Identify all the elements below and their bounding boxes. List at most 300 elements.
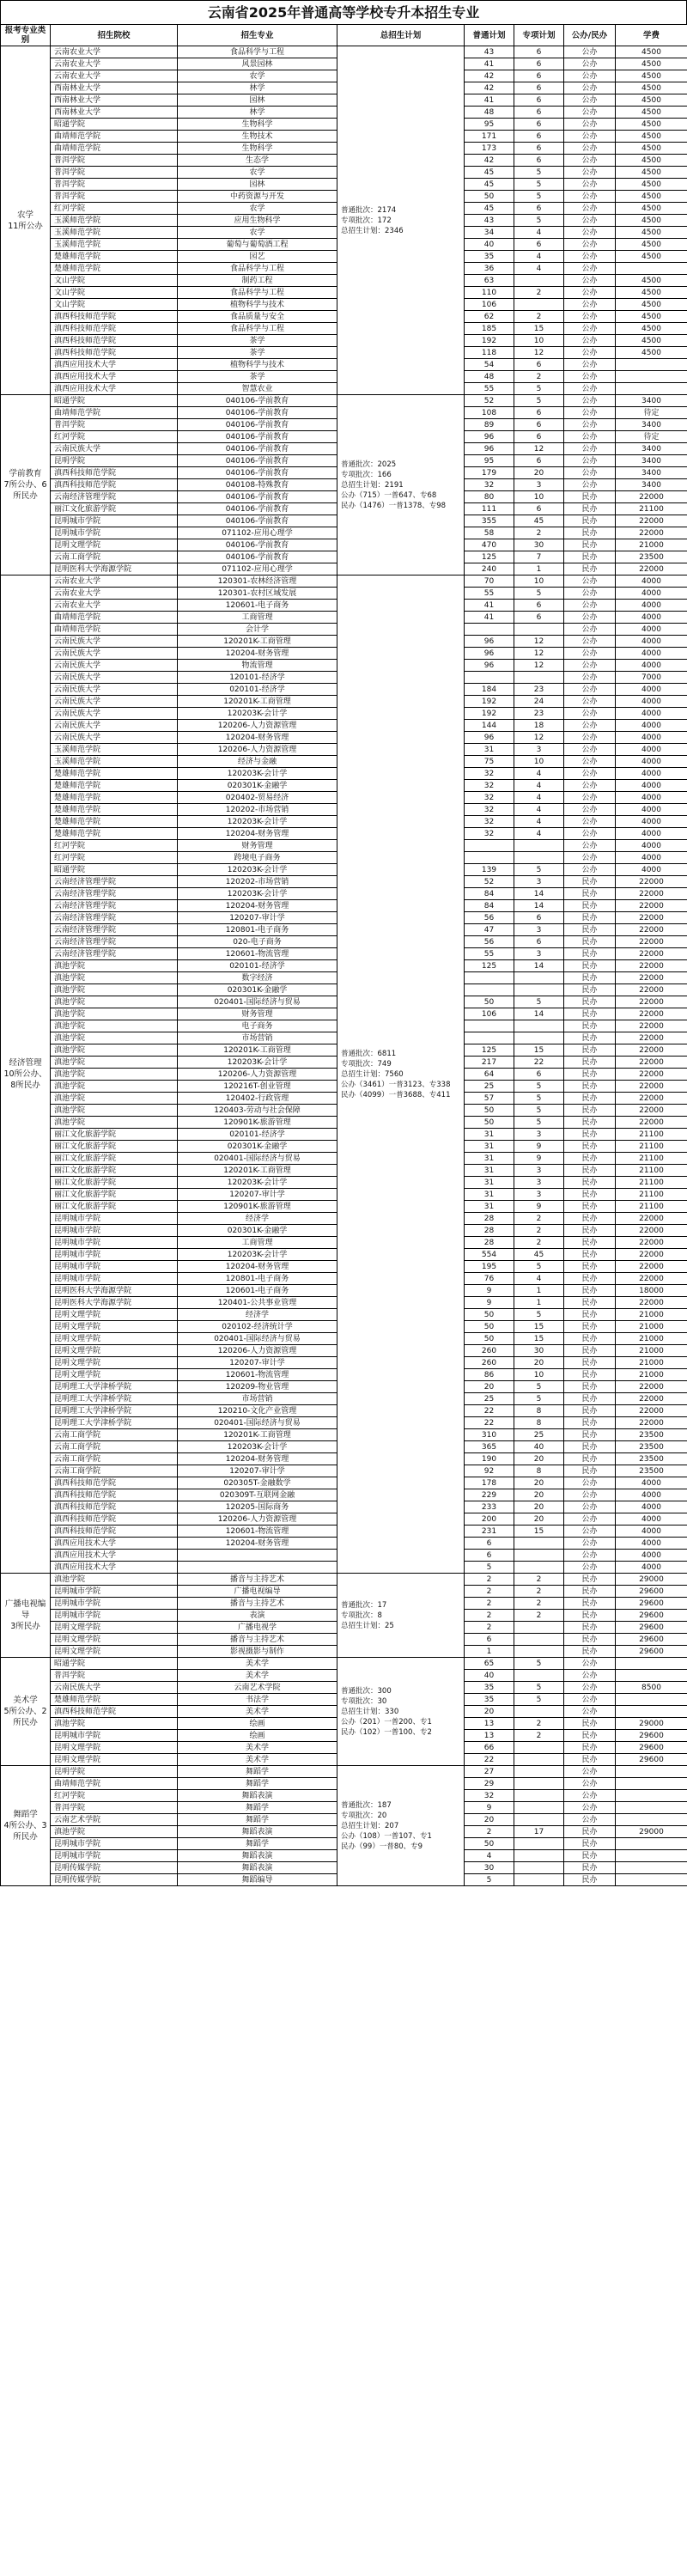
ownership-cell: 公办	[564, 94, 616, 107]
school-cell: 云南经济管理学院	[51, 491, 178, 503]
major-cell: 广播电视学	[178, 1622, 337, 1634]
special-plan-cell: 4	[514, 263, 564, 275]
regular-plan-cell: 260	[465, 1345, 514, 1357]
major-cell: 云南艺术学院	[178, 1682, 337, 1694]
special-plan-cell: 2	[514, 1730, 564, 1742]
school-cell: 滇池学院	[51, 1020, 178, 1032]
school-cell: 滇西科技师范学院	[51, 335, 178, 347]
ownership-cell: 民办	[564, 960, 616, 972]
special-plan-cell: 45	[514, 515, 564, 527]
ownership-cell: 民办	[564, 936, 616, 948]
regular-plan-cell: 31	[465, 1165, 514, 1177]
regular-plan-cell: 32	[465, 479, 514, 491]
major-cell: 播音与主持艺术	[178, 1574, 337, 1586]
major-cell: 120210-文化产业管理	[178, 1405, 337, 1417]
regular-plan-cell: 22	[465, 1417, 514, 1429]
major-cell: 120401-公共事业管理	[178, 1297, 337, 1309]
regular-plan-cell: 35	[465, 251, 514, 263]
ownership-cell: 民办	[564, 1225, 616, 1237]
regular-plan-cell: 31	[465, 1177, 514, 1189]
regular-plan-cell: 6	[465, 1634, 514, 1646]
major-cell: 120204-财务管理	[178, 1261, 337, 1273]
ownership-cell: 民办	[564, 551, 616, 563]
ownership-cell: 公办	[564, 431, 616, 443]
column-header: 报考专业类别	[1, 25, 51, 46]
special-plan-cell: 5	[514, 1261, 564, 1273]
ownership-cell: 民办	[564, 948, 616, 960]
special-plan-cell: 20	[514, 467, 564, 479]
tuition-cell	[616, 1790, 687, 1802]
regular-plan-cell: 48	[465, 371, 514, 383]
regular-plan-cell	[465, 672, 514, 684]
regular-plan-cell: 355	[465, 515, 514, 527]
regular-plan-cell: 57	[465, 1093, 514, 1105]
special-plan-cell: 12	[514, 732, 564, 744]
ownership-cell: 民办	[564, 888, 616, 900]
school-cell: 云南艺术学院	[51, 1814, 178, 1826]
major-cell: 120203K-会计学	[178, 1441, 337, 1453]
school-cell: 楚雄师范学院	[51, 1694, 178, 1706]
ownership-cell: 民办	[564, 1441, 616, 1453]
column-header: 公办/民办	[564, 25, 616, 46]
tuition-cell: 4000	[616, 636, 687, 648]
regular-plan-cell: 31	[465, 1153, 514, 1165]
ownership-cell: 公办	[564, 275, 616, 287]
tuition-cell: 4500	[616, 311, 687, 323]
major-cell: 经济学	[178, 1309, 337, 1321]
major-cell: 经济与金融	[178, 756, 337, 768]
ownership-cell: 民办	[564, 1105, 616, 1117]
tuition-cell: 待定	[616, 407, 687, 419]
school-cell: 滇西科技师范学院	[51, 1489, 178, 1501]
ownership-cell: 民办	[564, 1032, 616, 1044]
tuition-cell	[616, 383, 687, 395]
school-cell: 普洱学院	[51, 419, 178, 431]
table-body	[1, 46, 687, 1886]
regular-plan-cell: 6	[465, 1538, 514, 1550]
school-cell: 滇西科技师范学院	[51, 1513, 178, 1526]
school-cell: 云南民族大学	[51, 696, 178, 708]
school-cell: 曲靖师范学院	[51, 407, 178, 419]
special-plan-cell	[514, 1814, 564, 1826]
ownership-cell: 民办	[564, 1081, 616, 1093]
category-cell: 美术学 5所公办、2所民办	[1, 1658, 51, 1766]
tuition-cell: 29600	[616, 1730, 687, 1742]
school-cell: 楚雄师范学院	[51, 804, 178, 816]
tuition-cell: 21000	[616, 1369, 687, 1381]
special-plan-cell: 5	[514, 864, 564, 876]
special-plan-cell: 5	[514, 1081, 564, 1093]
special-plan-cell: 14	[514, 888, 564, 900]
special-plan-cell: 40	[514, 1441, 564, 1453]
ownership-cell: 公办	[564, 1802, 616, 1814]
ownership-cell: 民办	[564, 1417, 616, 1429]
school-cell: 红河学院	[51, 1790, 178, 1802]
ownership-cell: 民办	[564, 1838, 616, 1850]
special-plan-cell	[514, 852, 564, 864]
ownership-cell: 公办	[564, 588, 616, 600]
school-cell: 云南经济管理学院	[51, 924, 178, 936]
school-cell: 云南工商学院	[51, 1441, 178, 1453]
school-cell: 滇西科技师范学院	[51, 311, 178, 323]
tuition-cell: 21100	[616, 1177, 687, 1189]
major-cell: 120601-物流管理	[178, 948, 337, 960]
school-cell: 云南农业大学	[51, 58, 178, 70]
special-plan-cell: 2	[514, 527, 564, 539]
ownership-cell: 民办	[564, 1261, 616, 1273]
ownership-cell: 公办	[564, 1513, 616, 1526]
major-cell: 040106-学前教育	[178, 419, 337, 431]
tuition-cell: 4500	[616, 323, 687, 335]
ownership-cell: 公办	[564, 299, 616, 311]
tuition-cell: 22000	[616, 1008, 687, 1020]
tuition-cell: 22000	[616, 563, 687, 575]
special-plan-cell: 12	[514, 347, 564, 359]
regular-plan-cell: 2	[465, 1610, 514, 1622]
tuition-cell: 18000	[616, 1285, 687, 1297]
school-cell: 滇池学院	[51, 1574, 178, 1586]
ownership-cell: 民办	[564, 924, 616, 936]
regular-plan-cell: 42	[465, 70, 514, 82]
tuition-cell: 22000	[616, 1105, 687, 1117]
tuition-cell: 22000	[616, 996, 687, 1008]
school-cell: 丽江文化旅游学院	[51, 503, 178, 515]
major-cell: 市场营销	[178, 1393, 337, 1405]
tuition-cell: 22000	[616, 1393, 687, 1405]
school-cell: 昆明医科大学海源学院	[51, 1285, 178, 1297]
special-plan-cell: 3	[514, 1189, 564, 1201]
school-cell: 昆明文理学院	[51, 1742, 178, 1754]
ownership-cell: 公办	[564, 816, 616, 828]
special-plan-cell	[514, 1646, 564, 1658]
school-cell: 楚雄师范学院	[51, 828, 178, 840]
regular-plan-cell: 89	[465, 419, 514, 431]
tuition-cell: 22000	[616, 515, 687, 527]
major-cell	[178, 1562, 337, 1574]
special-plan-cell: 6	[514, 119, 564, 131]
ownership-cell: 民办	[564, 1393, 616, 1405]
school-cell: 普洱学院	[51, 191, 178, 203]
major-cell: 财务管理	[178, 840, 337, 852]
major-cell: 电子商务	[178, 1020, 337, 1032]
total-plan-cell: 普通批次：17 专项批次：8 总招生计划：25	[337, 1574, 465, 1658]
regular-plan-cell: 125	[465, 1044, 514, 1057]
major-cell: 071102-应用心理学	[178, 563, 337, 575]
special-plan-cell	[514, 1754, 564, 1766]
tuition-cell: 21000	[616, 1333, 687, 1345]
school-cell: 滇池学院	[51, 1117, 178, 1129]
major-cell: 播音与主持艺术	[178, 1598, 337, 1610]
regular-plan-cell: 50	[465, 1117, 514, 1129]
school-cell: 滇西科技师范学院	[51, 347, 178, 359]
table-header-row	[1, 25, 687, 46]
ownership-cell: 民办	[564, 1057, 616, 1069]
tuition-cell: 4500	[616, 287, 687, 299]
school-cell: 云南经济管理学院	[51, 900, 178, 912]
tuition-cell: 3400	[616, 419, 687, 431]
major-cell: 舞蹈表演	[178, 1826, 337, 1838]
tuition-cell: 4500	[616, 70, 687, 82]
regular-plan-cell	[465, 1032, 514, 1044]
school-cell: 云南民族大学	[51, 443, 178, 455]
ownership-cell: 公办	[564, 648, 616, 660]
special-plan-cell: 20	[514, 1453, 564, 1465]
regular-plan-cell: 190	[465, 1453, 514, 1465]
category-cell: 广播电视编导 3所民办	[1, 1574, 51, 1658]
special-plan-cell: 3	[514, 924, 564, 936]
tuition-cell: 4500	[616, 203, 687, 215]
major-cell: 美术学	[178, 1670, 337, 1682]
special-plan-cell: 1	[514, 1297, 564, 1309]
school-cell: 云南经济管理学院	[51, 912, 178, 924]
tuition-cell: 4500	[616, 239, 687, 251]
special-plan-cell: 6	[514, 936, 564, 948]
tuition-cell: 4500	[616, 191, 687, 203]
ownership-cell: 公办	[564, 239, 616, 251]
tuition-cell: 22000	[616, 900, 687, 912]
ownership-cell: 公办	[564, 732, 616, 744]
tuition-cell	[616, 1838, 687, 1850]
special-plan-cell: 5	[514, 996, 564, 1008]
school-cell: 昭通学院	[51, 119, 178, 131]
tuition-cell: 4500	[616, 58, 687, 70]
regular-plan-cell: 6	[465, 1550, 514, 1562]
ownership-cell: 公办	[564, 864, 616, 876]
tuition-cell: 21100	[616, 503, 687, 515]
ownership-cell: 公办	[564, 708, 616, 720]
regular-plan-cell: 310	[465, 1429, 514, 1441]
tuition-cell: 4000	[616, 696, 687, 708]
regular-plan-cell: 29	[465, 1778, 514, 1790]
major-cell: 120301-农林经济管理	[178, 575, 337, 588]
special-plan-cell: 2	[514, 1574, 564, 1586]
major-cell: 生态学	[178, 155, 337, 167]
special-plan-cell: 23	[514, 708, 564, 720]
tuition-cell: 4000	[616, 648, 687, 660]
total-plan-cell: 普通批次：2025 专项批次：166 总招生计划：2191 公办（715）一普647、专68 民办（1476）一普1378、专98	[337, 395, 465, 575]
school-cell: 昆明城市学院	[51, 1730, 178, 1742]
school-cell: 云南经济管理学院	[51, 936, 178, 948]
school-cell: 丽江文化旅游学院	[51, 1153, 178, 1165]
regular-plan-cell: 4	[465, 1850, 514, 1862]
tuition-cell: 29600	[616, 1586, 687, 1598]
ownership-cell: 公办	[564, 323, 616, 335]
major-cell: 食品质量与安全	[178, 311, 337, 323]
regular-plan-cell: 35	[465, 1694, 514, 1706]
regular-plan-cell: 50	[465, 1838, 514, 1850]
special-plan-cell: 1	[514, 563, 564, 575]
special-plan-cell: 3	[514, 479, 564, 491]
regular-plan-cell: 43	[465, 215, 514, 227]
major-cell: 风景园林	[178, 58, 337, 70]
tuition-cell: 4500	[616, 131, 687, 143]
major-cell: 120203K-会计学	[178, 1057, 337, 1069]
school-cell: 楚雄师范学院	[51, 816, 178, 828]
school-cell: 滇池学院	[51, 1718, 178, 1730]
tuition-cell: 3400	[616, 443, 687, 455]
special-plan-cell	[514, 1670, 564, 1682]
special-plan-cell: 2	[514, 287, 564, 299]
school-cell: 丽江文化旅游学院	[51, 1201, 178, 1213]
ownership-cell: 民办	[564, 1754, 616, 1766]
special-plan-cell: 2	[514, 1237, 564, 1249]
school-cell: 云南工商学院	[51, 1465, 178, 1477]
tuition-cell: 29000	[616, 1826, 687, 1838]
regular-plan-cell: 62	[465, 311, 514, 323]
school-cell: 楚雄师范学院	[51, 792, 178, 804]
special-plan-cell: 5	[514, 1393, 564, 1405]
regular-plan-cell: 31	[465, 1201, 514, 1213]
regular-plan-cell: 554	[465, 1249, 514, 1261]
ownership-cell: 公办	[564, 70, 616, 82]
major-cell: 120204-财务管理	[178, 828, 337, 840]
tuition-cell	[616, 1778, 687, 1790]
special-plan-cell: 10	[514, 335, 564, 347]
special-plan-cell: 6	[514, 455, 564, 467]
major-cell: 绘画	[178, 1730, 337, 1742]
category-cell: 舞蹈学 4所公办、3所民办	[1, 1766, 51, 1886]
special-plan-cell: 5	[514, 395, 564, 407]
school-cell: 滇西科技师范学院	[51, 1501, 178, 1513]
tuition-cell: 22000	[616, 1249, 687, 1261]
school-cell: 滇池学院	[51, 1069, 178, 1081]
major-cell: 120205-国际商务	[178, 1501, 337, 1513]
major-cell: 120203K-会计学	[178, 708, 337, 720]
tuition-cell: 29600	[616, 1598, 687, 1610]
ownership-cell: 公办	[564, 1682, 616, 1694]
major-cell: 120901K-旅游管理	[178, 1117, 337, 1129]
special-plan-cell	[514, 1622, 564, 1634]
tuition-cell: 21100	[616, 1153, 687, 1165]
major-cell: 葡萄与葡萄酒工程	[178, 239, 337, 251]
school-cell: 红河学院	[51, 431, 178, 443]
special-plan-cell: 7	[514, 551, 564, 563]
major-cell: 植物科学与技术	[178, 359, 337, 371]
ownership-cell: 民办	[564, 527, 616, 539]
school-cell: 丽江文化旅游学院	[51, 1189, 178, 1201]
tuition-cell	[616, 1802, 687, 1814]
school-cell: 昆明传媒学院	[51, 1862, 178, 1874]
major-cell: 120207-审计学	[178, 912, 337, 924]
regular-plan-cell: 231	[465, 1526, 514, 1538]
regular-plan-cell: 240	[465, 563, 514, 575]
regular-plan-cell: 233	[465, 1501, 514, 1513]
regular-plan-cell: 65	[465, 1658, 514, 1670]
special-plan-cell: 2	[514, 1598, 564, 1610]
major-cell: 040106-学前教育	[178, 395, 337, 407]
table-row	[1, 395, 687, 407]
regular-plan-cell: 50	[465, 1105, 514, 1117]
major-cell: 120203K-会计学	[178, 888, 337, 900]
major-cell: 020301K-金融学	[178, 1225, 337, 1237]
ownership-cell: 公办	[564, 46, 616, 58]
school-cell: 昆明城市学院	[51, 515, 178, 527]
major-cell: 120901K-旅游管理	[178, 1201, 337, 1213]
school-cell: 云南经济管理学院	[51, 876, 178, 888]
special-plan-cell: 6	[514, 1069, 564, 1081]
special-plan-cell: 14	[514, 900, 564, 912]
school-cell: 昆明城市学院	[51, 1610, 178, 1622]
major-cell: 040106-学前教育	[178, 443, 337, 455]
regular-plan-cell: 110	[465, 287, 514, 299]
regular-plan-cell: 45	[465, 203, 514, 215]
regular-plan-cell: 192	[465, 708, 514, 720]
regular-plan-cell: 84	[465, 888, 514, 900]
regular-plan-cell: 9	[465, 1802, 514, 1814]
school-cell: 红河学院	[51, 852, 178, 864]
school-cell: 普洱学院	[51, 1670, 178, 1682]
special-plan-cell: 30	[514, 539, 564, 551]
special-plan-cell	[514, 984, 564, 996]
tuition-cell: 4000	[616, 720, 687, 732]
regular-plan-cell: 47	[465, 924, 514, 936]
special-plan-cell: 6	[514, 107, 564, 119]
ownership-cell: 公办	[564, 780, 616, 792]
ownership-cell: 公办	[564, 107, 616, 119]
table-row	[1, 1658, 687, 1670]
ownership-cell: 民办	[564, 1381, 616, 1393]
major-cell: 舞蹈表演	[178, 1850, 337, 1862]
school-cell: 楚雄师范学院	[51, 768, 178, 780]
ownership-cell: 民办	[564, 1826, 616, 1838]
ownership-cell: 民办	[564, 912, 616, 924]
tuition-cell: 4000	[616, 1526, 687, 1538]
ownership-cell: 公办	[564, 215, 616, 227]
ownership-cell: 公办	[564, 660, 616, 672]
tuition-cell: 21100	[616, 1201, 687, 1213]
school-cell: 西南林业大学	[51, 82, 178, 94]
major-cell: 美术学	[178, 1658, 337, 1670]
ownership-cell: 民办	[564, 1008, 616, 1020]
school-cell: 昆明城市学院	[51, 1598, 178, 1610]
school-cell: 云南民族大学	[51, 732, 178, 744]
school-cell: 昆明文理学院	[51, 1634, 178, 1646]
ownership-cell: 公办	[564, 624, 616, 636]
ownership-cell: 民办	[564, 1586, 616, 1598]
special-plan-cell: 5	[514, 179, 564, 191]
regular-plan-cell: 470	[465, 539, 514, 551]
regular-plan-cell: 108	[465, 407, 514, 419]
school-cell: 文山学院	[51, 275, 178, 287]
special-plan-cell: 6	[514, 419, 564, 431]
ownership-cell: 公办	[564, 1562, 616, 1574]
ownership-cell: 民办	[564, 1598, 616, 1610]
tuition-cell: 22000	[616, 491, 687, 503]
special-plan-cell: 3	[514, 744, 564, 756]
special-plan-cell: 2	[514, 371, 564, 383]
column-header: 学费	[616, 25, 687, 46]
school-cell: 云南农业大学	[51, 600, 178, 612]
school-cell: 滇池学院	[51, 996, 178, 1008]
regular-plan-cell: 27	[465, 1766, 514, 1778]
special-plan-cell	[514, 1742, 564, 1754]
special-plan-cell	[514, 1850, 564, 1862]
regular-plan-cell	[465, 840, 514, 852]
ownership-cell: 公办	[564, 143, 616, 155]
regular-plan-cell: 32	[465, 816, 514, 828]
major-cell: 茶学	[178, 335, 337, 347]
major-cell: 农学	[178, 227, 337, 239]
ownership-cell: 公办	[564, 1694, 616, 1706]
regular-plan-cell: 96	[465, 732, 514, 744]
tuition-cell: 4000	[616, 780, 687, 792]
major-cell: 120101-经济学	[178, 672, 337, 684]
special-plan-cell: 30	[514, 1345, 564, 1357]
regular-plan-cell: 173	[465, 143, 514, 155]
tuition-cell: 22000	[616, 972, 687, 984]
special-plan-cell	[514, 1020, 564, 1032]
regular-plan-cell: 192	[465, 335, 514, 347]
